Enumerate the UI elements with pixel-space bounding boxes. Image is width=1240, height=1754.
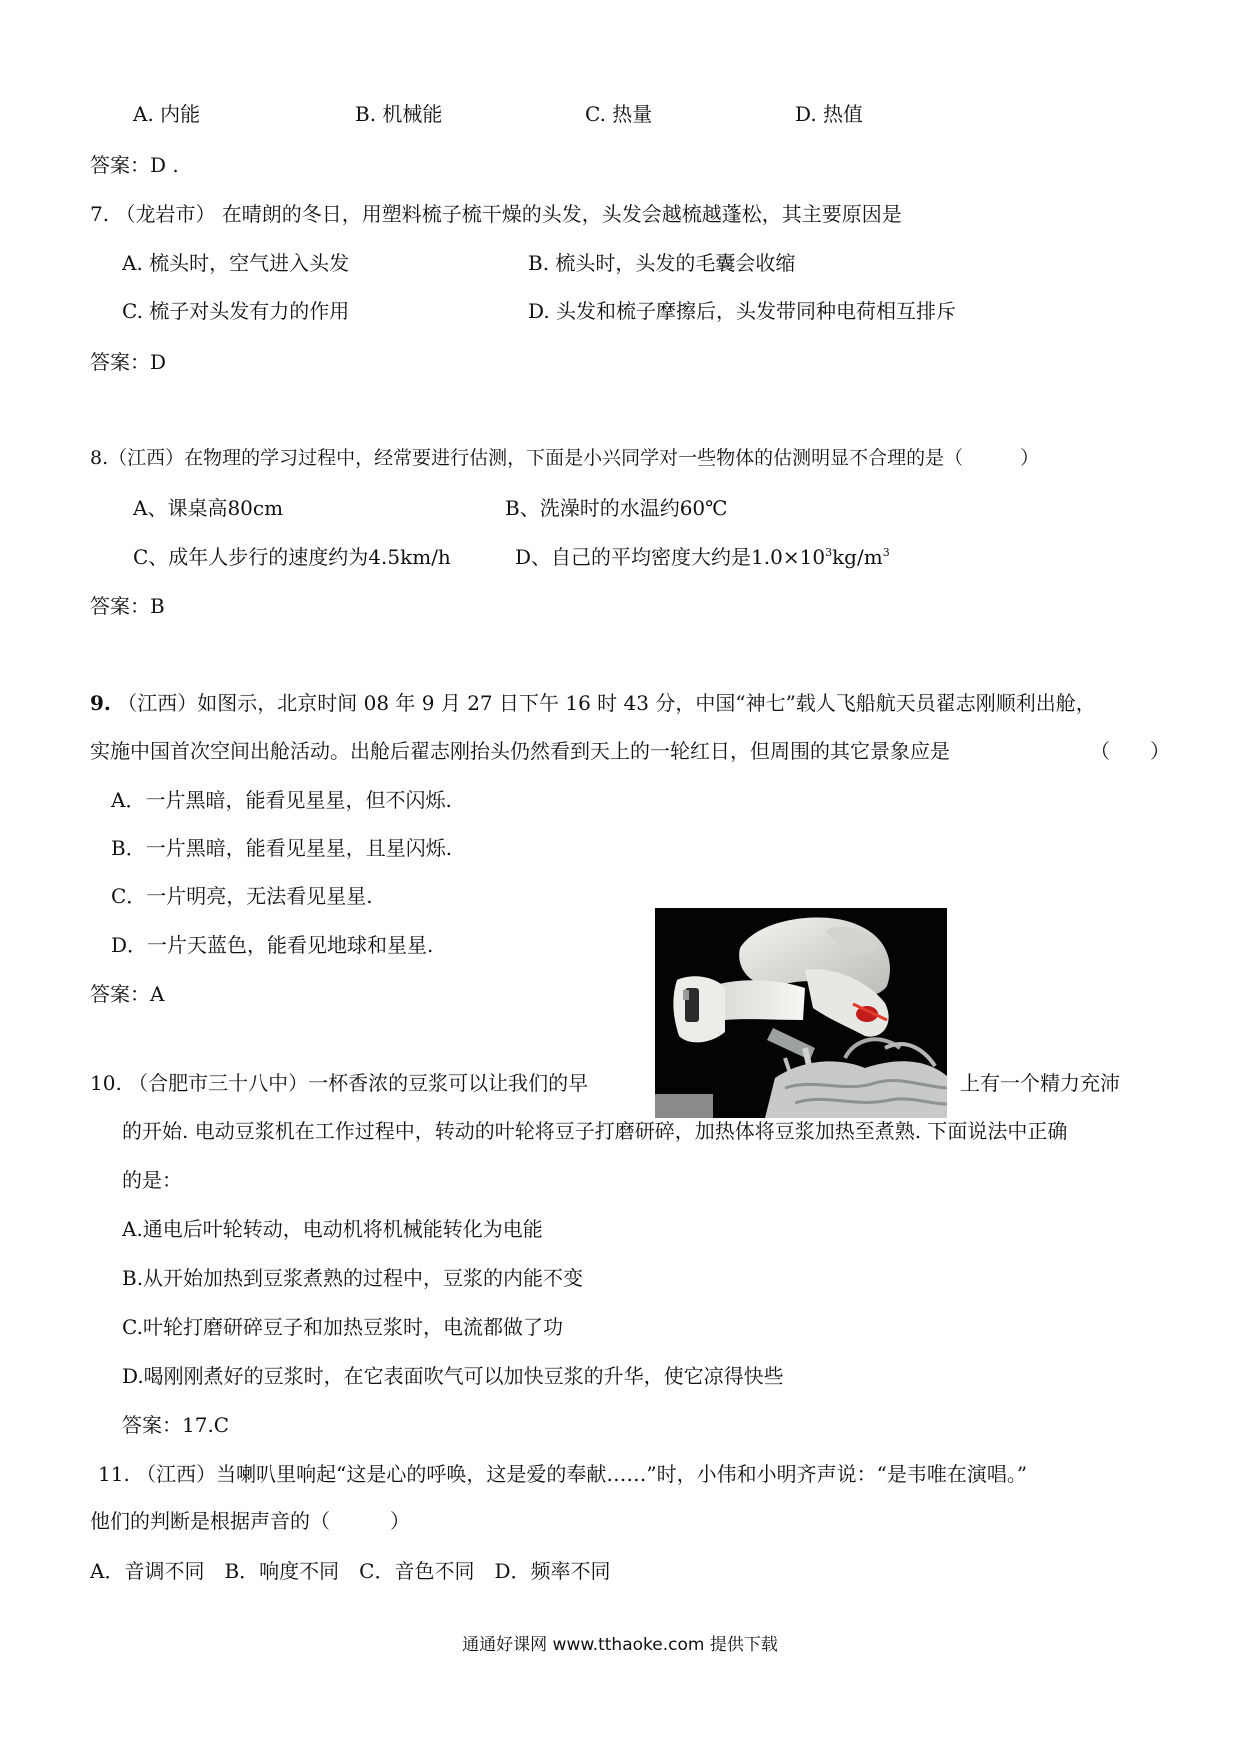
q10-answer: 答案：17.C bbox=[122, 1413, 230, 1437]
q10-stem-line-1b: 上有一个精力充沛 bbox=[960, 1071, 1120, 1095]
q9-stem-line-1: 9. （江西）如图示，北京时间 08 年 9 月 27 日下午 16 时 43 分，中国“神七”载人飞船航天员翟志刚顺利出舱， bbox=[90, 691, 1096, 715]
q10-option-c: C.叶轮打磨研碎豆子和加热豆浆时，电流都做了功 bbox=[122, 1315, 563, 1339]
q7-option-c: C. 梳子对头发有力的作用 bbox=[122, 299, 350, 323]
q7-answer: 答案：D bbox=[90, 350, 167, 374]
q11-options: A．音调不同 B．响度不同 C．音色不同 D．频率不同 bbox=[90, 1559, 611, 1583]
q9-stem-line-2: 实施中国首次空间出舱活动。出舱后翟志刚抬头仍然看到天上的一轮红日，但周围的其它景象应是 bbox=[90, 739, 950, 763]
q6-option-b: B. 机械能 bbox=[355, 102, 443, 126]
q6-option-c: C. 热量 bbox=[585, 102, 653, 126]
q11-stem-line-2: 他们的判断是根据声音的（ ） bbox=[90, 1509, 410, 1533]
q10-option-b: B.从开始加热到豆浆煮熟的过程中，豆浆的内能不变 bbox=[122, 1266, 584, 1290]
q10-option-d: D.喝刚刚煮好的豆浆时，在它表面吹气可以加快豆浆的升华，使它凉得快些 bbox=[122, 1364, 784, 1388]
q8-option-c: C、成年人步行的速度约为4.5km/h bbox=[133, 545, 451, 569]
q9-option-a: A．一片黑暗，能看见星星，但不闪烁. bbox=[111, 788, 452, 812]
q10-stem-line-3: 的是： bbox=[122, 1168, 182, 1192]
q9-number: 9. bbox=[90, 691, 111, 715]
q6-option-a: A. 内能 bbox=[133, 102, 201, 126]
q8-answer: 答案：B bbox=[90, 594, 165, 618]
q9-answer: 答案：A bbox=[90, 982, 165, 1006]
q7-option-d: D. 头发和梳子摩擦后，头发带同种电荷相互排斥 bbox=[528, 299, 957, 323]
q7-option-b: B. 梳头时，头发的毛囊会收缩 bbox=[528, 251, 796, 275]
q8-option-a: A、课桌高80cm bbox=[133, 496, 284, 520]
q6-option-d: D. 热值 bbox=[795, 102, 864, 126]
q9-option-d: D．一片天蓝色，能看见地球和星星. bbox=[111, 933, 434, 957]
q10-stem-line-1a: 10. （合肥市三十八中）一杯香浓的豆浆可以让我们的早 bbox=[90, 1071, 589, 1095]
q10-stem-line-2: 的开始. 电动豆浆机在工作过程中，转动的叶轮将豆子打磨研碎，加热体将豆浆加热至煮熟. 下面说法中正确 bbox=[122, 1119, 1068, 1143]
q7-stem: 7. （龙岩市） 在晴朗的冬日，用塑料梳子梳干燥的头发，头发会越梳越蓬松，其主要原因是 bbox=[90, 202, 902, 226]
q9-option-b: B．一片黑暗，能看见星星，且星闪烁. bbox=[111, 836, 453, 860]
page-footer: 通通好课网 www.tthaoke.com 提供下载 bbox=[462, 1635, 778, 1655]
q8-stem: 8.（江西）在物理的学习过程中，经常要进行估测，下面是小兴同学对一些物体的估测明显不合理的是（ ） bbox=[90, 447, 1040, 469]
q10-option-a: A.通电后叶轮转动，电动机将机械能转化为电能 bbox=[122, 1217, 543, 1241]
q8-option-b: B、洗澡时的水温约60℃ bbox=[505, 496, 728, 520]
astronaut-spacewalk-photo bbox=[655, 908, 947, 1118]
q7-option-a: A. 梳头时，空气进入头发 bbox=[122, 251, 350, 275]
q9-option-c: C．一片明亮，无法看见星星. bbox=[111, 884, 373, 908]
q11-stem-line-1: 11. （江西）当喇叭里响起“这是心的呼唤，这是爱的奉献……”时，小伟和小明齐声说：“是韦唯在演唱。” bbox=[98, 1462, 1028, 1486]
q6-answer: 答案：D . bbox=[90, 153, 179, 177]
q9-answer-bracket: （ ） bbox=[1090, 739, 1170, 763]
q8-option-d: D、自己的平均密度大约是$1.0\times 10^3kg/m^3$ bbox=[515, 545, 890, 569]
